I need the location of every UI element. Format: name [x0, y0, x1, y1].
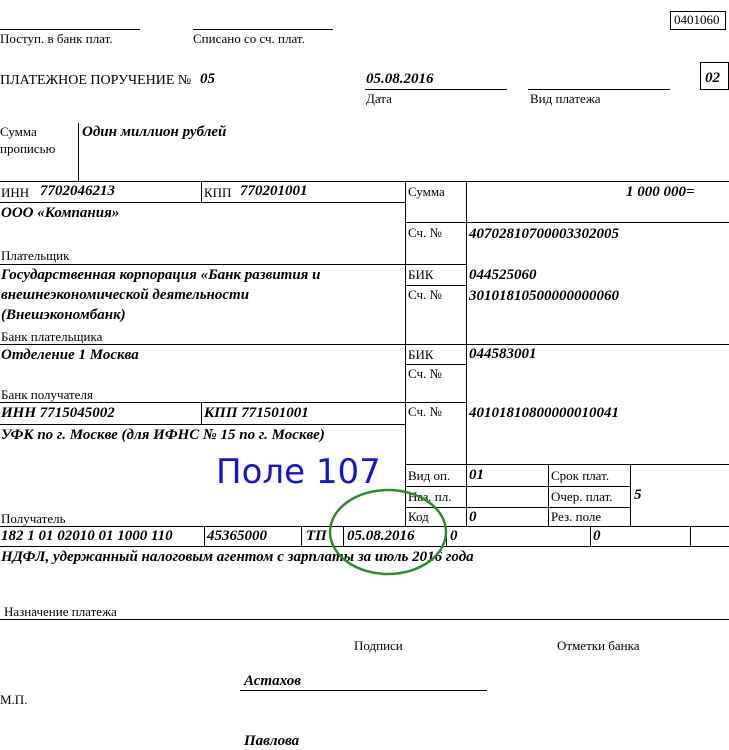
payer-account: 40702810700003302005	[469, 226, 619, 242]
field-107-circle	[326, 488, 450, 578]
purpose-text: НДФЛ, удержанный налоговым агентом с зарплаты за июль 2016 года	[1, 549, 474, 565]
field-107-annotation: Поле 107	[216, 452, 381, 492]
line-424	[0, 424, 405, 425]
tax-oktmo: 45365000	[207, 528, 267, 544]
debited-label: Списано со сч. плат.	[193, 31, 305, 46]
order-title: ПЛАТЕЖНОЕ ПОРУЧЕНИЕ №	[0, 73, 192, 88]
vline-466	[466, 181, 467, 526]
form-code: 0401060	[674, 12, 720, 27]
payer-name: ООО «Компания»	[1, 205, 120, 221]
tax-period: 05.08.2016	[347, 528, 415, 544]
tax-vline-2	[301, 526, 302, 546]
payer-bank-name-3: (Внешэкономбанк)	[1, 307, 126, 323]
code-value: 0	[469, 509, 477, 525]
priority-label: Очер. плат.	[551, 489, 613, 504]
line-486	[405, 486, 630, 487]
purpose-label: Назначение платежа	[4, 604, 117, 619]
amount-words-label-1: Сумма	[0, 124, 37, 139]
line-181	[0, 181, 729, 182]
line-202	[0, 202, 405, 203]
payer-label: Плательщик	[1, 248, 70, 263]
payee-kpp: КПП 771501001	[204, 405, 309, 421]
tax-basis: ТП	[306, 528, 327, 544]
payment-type-line	[528, 89, 670, 90]
bank-marks-label: Отметки банка	[557, 638, 640, 653]
payee-inn: ИНН 7715045002	[1, 405, 115, 421]
signer-2: Павлова	[244, 733, 300, 749]
purpose-line	[0, 619, 729, 620]
received-line	[0, 29, 140, 30]
payer-bank-name-1: Государственная корпорация «Банк развития и	[1, 267, 321, 283]
payer-bank-bik-label: БИК	[408, 267, 434, 282]
purpose-code-label: Наз. пл.	[408, 489, 452, 504]
payer-bank-name-2: внешнеэкономической деятельности	[1, 287, 250, 303]
payer-bank-label: Банк плательщика	[1, 329, 103, 344]
line-285	[405, 285, 466, 286]
debited-line	[193, 29, 333, 30]
payer-bank-bik: 044525060	[469, 267, 537, 283]
payee-bank-bik-label: БИК	[408, 347, 434, 362]
payee-label: Получатель	[1, 511, 66, 526]
op-type: 01	[469, 467, 484, 483]
tax-vline-5	[590, 526, 591, 546]
tax-doc-number: 0	[450, 528, 458, 544]
payee-bank-label: Банк получателя	[1, 387, 93, 402]
vline-201	[201, 181, 202, 202]
order-date: 05.08.2016	[366, 71, 434, 87]
priority-value: 5	[634, 487, 642, 503]
op-type-label: Вид оп.	[408, 468, 451, 483]
vline-548	[548, 464, 549, 526]
signatures-label: Подписи	[354, 638, 403, 653]
tax-vline-6	[690, 526, 691, 546]
payee-bank-name: Отделение 1 Москва	[1, 347, 139, 363]
signer-1: Астахов	[244, 673, 301, 689]
amount-words-divider	[78, 123, 79, 181]
payer-inn: 7702046213	[40, 183, 115, 199]
date-line	[365, 89, 507, 90]
deadline-label: Срок плат.	[551, 468, 610, 483]
payee-name: УФК по г. Москве (для ИФНС № 15 по г. Москве)	[1, 427, 325, 443]
vline-405	[405, 181, 406, 526]
payer-bank-account: 30101810500000000060	[469, 288, 619, 304]
code-label: Код	[408, 509, 429, 524]
vline-201b	[201, 402, 202, 424]
payee-bank-bik: 044583001	[469, 346, 537, 362]
line-464	[405, 464, 729, 465]
tax-vline-1	[204, 526, 205, 546]
payer-sum-label: Сумма	[408, 184, 445, 199]
stamp-label: М.П.	[0, 692, 28, 707]
line-264	[0, 264, 466, 265]
payer-kpp: 770201001	[240, 183, 308, 199]
vline-630	[630, 464, 631, 526]
tax-doc-date: 0	[593, 528, 601, 544]
reserve-label: Рез. поле	[551, 509, 602, 524]
payer-account-label: Сч. №	[408, 225, 442, 240]
line-344	[0, 344, 729, 345]
line-222	[405, 222, 729, 223]
payee-account-label: Сч. №	[408, 404, 442, 419]
tax-kbk: 182 1 01 02010 01 1000 110	[1, 528, 173, 544]
date-label: Дата	[366, 91, 392, 106]
payment-type-label: Вид платежа	[530, 91, 601, 106]
status-code: 02	[705, 70, 720, 86]
order-number: 05	[200, 71, 215, 87]
payer-sum: 1 000 000=	[626, 184, 695, 200]
payee-bank-account-label: Сч. №	[408, 366, 442, 381]
payer-inn-label: ИНН	[1, 185, 30, 200]
amount-words-value: Один миллион рублей	[82, 124, 227, 140]
received-label: Поступ. в банк плат.	[0, 31, 113, 46]
signer-1-line	[240, 690, 487, 691]
payee-account: 40101810800000010041	[469, 405, 619, 421]
line-364	[405, 364, 466, 365]
payer-bank-account-label: Сч. №	[408, 287, 442, 302]
amount-words-label-2: прописью	[0, 141, 56, 156]
payer-kpp-label: КПП	[204, 185, 232, 200]
